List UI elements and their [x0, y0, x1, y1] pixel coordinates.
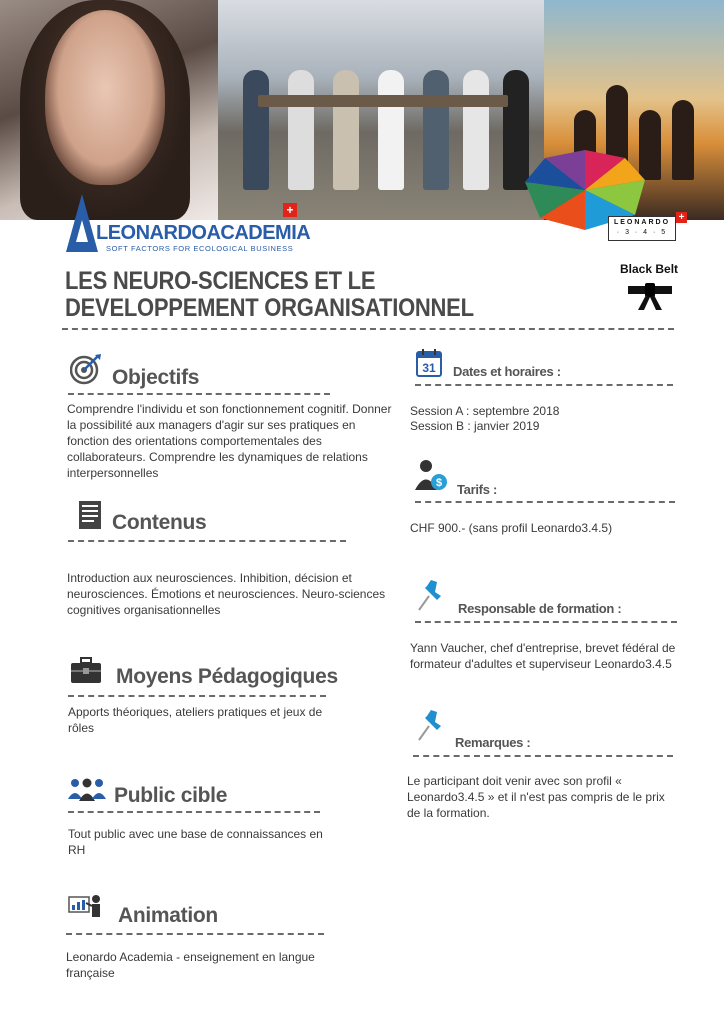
- animation-heading: Animation: [118, 904, 218, 927]
- animation-text: Leonardo Academia - enseignement en langue française: [66, 950, 315, 980]
- contenus-heading: Contenus: [112, 511, 207, 534]
- remarques-heading: Remarques :: [455, 735, 531, 750]
- dates-divider: [415, 384, 673, 386]
- target-icon: [70, 353, 102, 385]
- leonardo-label: LEONARDO: [613, 219, 671, 226]
- leonardoacademia-logo: [66, 190, 311, 256]
- woman-portrait-photo: [0, 0, 218, 220]
- moyens-divider: [68, 695, 326, 697]
- tarifs-text: CHF 900.- (sans profil Leonardo3.4.5): [410, 521, 613, 535]
- logo-tagline: SOFT FACTORS FOR ECOLOGICAL BUSINESS: [106, 244, 294, 253]
- tarifs-divider: [415, 501, 675, 503]
- leonardo-345-badge: [608, 216, 676, 241]
- dates-heading: Dates et horaires :: [453, 364, 561, 379]
- contenus-divider: [68, 540, 346, 542]
- objectifs-text: Comprendre l'individu et son fonctionnement cognitif. Donner la possibilité aux managers d'agir sur ses pratiques en fonction des orientations comportementales des collaborateurs. Comprendre les dynamiques de relations interpersonnelles: [67, 402, 392, 480]
- presenter-icon: [68, 893, 104, 923]
- dates-line-2: Session B : janvier 2019: [410, 419, 540, 433]
- title-divider: [62, 328, 674, 330]
- price-icon: [414, 459, 448, 491]
- public-divider: [68, 811, 320, 813]
- calendar-icon: [416, 349, 442, 377]
- leonardo-numbers: · 3 · 4 · 5: [616, 229, 668, 236]
- tarifs-heading: Tarifs :: [457, 482, 497, 497]
- animation-divider: [66, 933, 324, 935]
- remarques-text: Le participant doit venir avec son profil « Leonardo3.4.5 » et il n'est pas compris de le prix de la formation.: [407, 774, 665, 820]
- group-icon: [68, 777, 106, 801]
- objectifs-divider: [68, 393, 330, 395]
- calendar-day: 31: [422, 361, 436, 375]
- dates-line-1: Session A : septembre 2018: [410, 404, 560, 418]
- black-belt-icon: [628, 280, 672, 310]
- responsable-heading: Responsable de formation :: [458, 601, 622, 616]
- logo-name: LEONARDOACADEMIA: [96, 222, 311, 244]
- responsable-divider: [415, 621, 677, 623]
- svg-text:$: $: [435, 477, 443, 489]
- remarques-divider: [413, 755, 673, 757]
- public-heading: Public cible: [114, 784, 228, 807]
- pin-icon: [417, 708, 445, 742]
- page-title: LES NEURO-SCIENCES ET LE DEVELOPPEMENT ORGANISATIONNEL: [65, 267, 474, 322]
- moyens-heading: Moyens Pédagogiques: [116, 665, 338, 688]
- document-icon: [78, 500, 102, 530]
- objectifs-heading: Objectifs: [112, 366, 200, 389]
- contenus-text: Introduction aux neurosciences. Inhibition, décision et neurosciences. Émotions et neurosciences. Neuro-sciences cognitives organisationnelles: [67, 571, 386, 617]
- pin-icon: [417, 578, 445, 612]
- responsable-text: Yann Vaucher, chef d'entreprise, brevet fédéral de formateur d'adultes et superviseur Leonardo3.4.5: [410, 641, 676, 671]
- briefcase-icon: [70, 657, 102, 685]
- header-banner: [0, 0, 724, 220]
- swiss-flag-icon: +: [283, 203, 297, 217]
- swiss-flag-small-icon: +: [676, 212, 687, 223]
- public-text: Tout public avec une base de connaissances en RH: [68, 827, 323, 857]
- moyens-text: Apports théoriques, ateliers pratiques et jeux de rôles: [68, 705, 323, 735]
- belt-label: Black Belt: [620, 262, 679, 276]
- team-meeting-photo: [218, 0, 544, 220]
